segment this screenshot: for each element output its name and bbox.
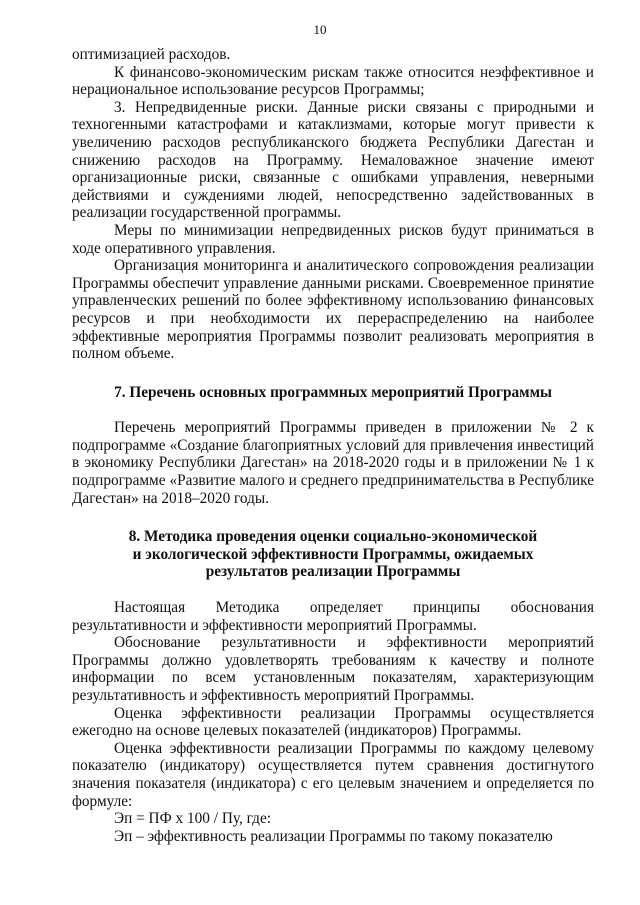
section-8-paragraph: Оценка эффективности реализации Программы осуществляется ежегодно на основе целевых показателей (индикаторов) Программы. — [72, 704, 594, 740]
paragraph-monitoring: Организация мониторинга и аналитического сопровождения реализации Программы обеспечит управление данными рисками. Своевременное принятие управленческих решений по более эффективному использованию финансовых ресурсов и при необходимости их перераспределению на наиболее эффективные мероприятия Программы позволит реализовать мероприятия в полном объеме. — [72, 257, 594, 363]
page-content — [72, 46, 594, 845]
formula-definition: Эп – эффективность реализации Программы по такому показателю — [114, 827, 553, 845]
paragraph-continuation: оптимизацией расходов. — [72, 46, 231, 63]
paragraph-unforeseen-risks: 3. Непредвиденные риски. Данные риски связаны с природными и техногенными катастрофами и катаклизмами, которые могут привести к увеличению расходов республиканского бюджета Республики Дагестан и снижению расходов на Программу. Немаловажное значение имеют организационные риски, связанные с ошибками управления, неверными действиями и суждениями людей, непосредственно задействованных в реализации государственной программы. — [72, 98, 594, 222]
section-8-heading-line: результатов реализации Программы — [205, 563, 461, 581]
section-7-paragraph: Перечень мероприятий Программы приведен в приложении № 2 к подпрограмме «Создание благоприятных условий для привлечения инвестиций в экономику Республики Дагестан» на 2018-2020 годы и в приложении № 1 к подпрограмме «Развитие малого и среднего предпринимательства в Республике Дагестан» на 2018–2020 годы. — [72, 419, 594, 507]
section-7-heading: 7. Перечень основных программных мероприятий Программы — [114, 383, 552, 401]
section-8-paragraph: Настоящая Методика определяет принципы обоснования результативности и эффективности мероприятий Программы. — [72, 599, 594, 634]
section-8-heading — [72, 528, 594, 581]
section-8-heading-line: и экологической эффективности Программы, ожидаемых — [132, 545, 534, 563]
page-number: 10 — [313, 22, 327, 37]
paragraph-financial-risks: К финансово-экономическим рискам также относится неэффективное и нерациональное использование ресурсов Программы; — [72, 63, 594, 99]
formula-line: Эп = ПФ х 100 / Пу, где: — [114, 810, 271, 828]
section-8-heading-line: 8. Методика проведения оценки социально-экономической — [128, 528, 538, 546]
section-8-paragraph: Оценка эффективности реализации Программы по каждому целевому показателю (индикатору) осуществляется путем сравнения достигнутого значения показателя (индикатора) с его целевым значением и определяется по формуле: — [72, 739, 594, 810]
section-8-paragraph: Обоснование результативности и эффективности мероприятий Программы должно удовлетворять требованиям к качеству и полноте информации по всем установленным показателям, характеризующим результативность и эффективность мероприятий Программы. — [72, 634, 594, 704]
paragraph-risk-minimization: Меры по минимизации непредвиденных рисков будут приниматься в ходе оперативного управления. — [72, 221, 594, 257]
